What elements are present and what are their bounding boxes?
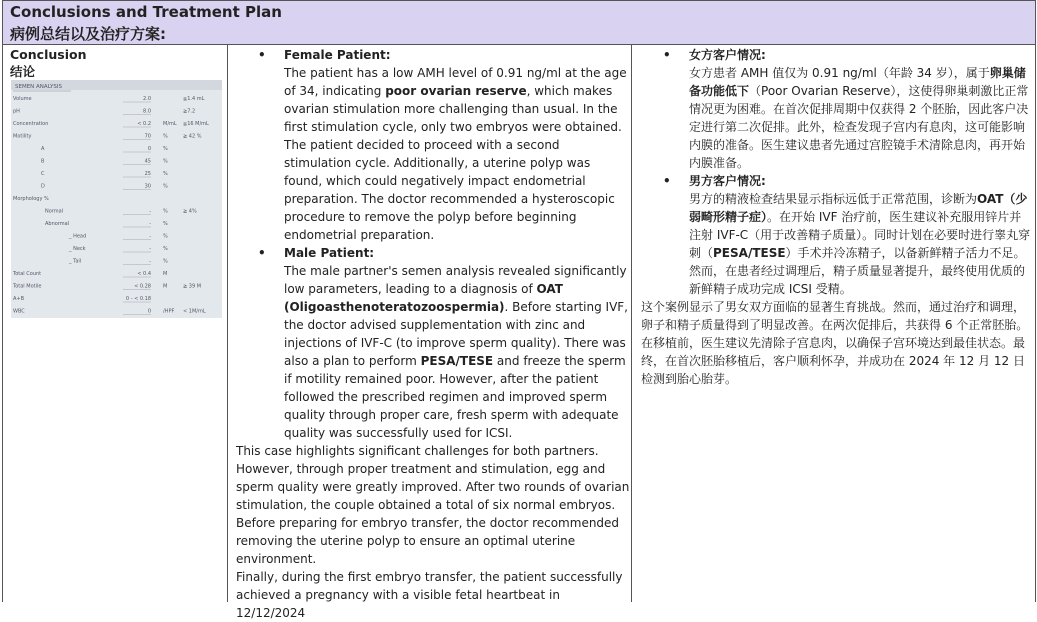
- sheet-row-name: pH: [13, 108, 20, 115]
- sheet-row-unit: M: [163, 283, 168, 290]
- sheet-row-name: Abnormal: [45, 221, 70, 227]
- sheet-row-value: -: [149, 221, 151, 227]
- sheet-row-value: < 0.28: [134, 283, 151, 290]
- sheet-row-name: _ Neck: [69, 246, 86, 252]
- sheet-row-name: Normal: [45, 208, 64, 215]
- sheet-row-name: Volume: [13, 96, 32, 102]
- sheet-row-ref: ≧16 M/mL: [183, 121, 209, 127]
- semen-analysis-photo: [11, 80, 222, 318]
- conclusion-label-en: Conclusion: [10, 47, 87, 62]
- sheet-row-name: Total Count: [13, 271, 42, 277]
- sheet-row-unit: %: [163, 158, 168, 165]
- sheet-row-unit: M: [163, 271, 168, 277]
- male-patient-item: [236, 244, 630, 442]
- sheet-row-unit: %: [163, 246, 168, 252]
- sheet-row-name: A+B: [13, 296, 25, 302]
- male-patient-heading: Male Patient:: [284, 246, 375, 260]
- sheet-row-unit: %: [163, 208, 168, 215]
- sheet-row-value: 0: [147, 308, 151, 315]
- sheet-row-name: C: [41, 171, 45, 177]
- sheet-row-name: _ Tail: [69, 258, 82, 265]
- sheet-row-ref: ≧ 42 %: [183, 133, 202, 140]
- chinese-column: [641, 46, 1033, 388]
- sheet-row-unit: %: [163, 171, 168, 177]
- female-patient-heading-zh: 女方客户情况:: [689, 48, 766, 62]
- sheet-row-value: -: [149, 246, 151, 252]
- sheet-row-name: _ Head: [69, 233, 87, 240]
- sheet-row-value: 25: [144, 171, 151, 177]
- sheet-row-unit: %: [163, 133, 168, 140]
- sheet-row-value: 8.0: [143, 108, 151, 115]
- sheet-row-value: < 0.4: [137, 271, 151, 277]
- sheet-row-ref: ≧ 39 M: [183, 283, 202, 290]
- sheet-row-name: WBC: [13, 308, 25, 315]
- sheet-row-ref: < 1M/mL: [183, 308, 206, 315]
- sheet-row-unit: %: [163, 146, 168, 152]
- conclusion-table: [2, 0, 1036, 620]
- sheet-row-unit: %: [163, 233, 168, 240]
- sheet-row-value: -: [149, 233, 151, 240]
- conclusion-label-zh: 结论: [10, 64, 36, 79]
- table-header: [3, 0, 1035, 45]
- female-patient-text: The patient has a low AMH level of 0.91 ng/ml at the age of 34, indicating poor ovarian reserve, which makes ovarian stimulation more challenging than usual. In the first stimulation cycle, only two embryos were obtained. The patient decided to proceed with a second stimulation cycle. Additionally, a uterine polyp was found, which could negatively impact endometrial preparation. The doctor recommended a hysteroscopic procedure to remove the polyp before beginning endometrial preparation.: [284, 66, 627, 242]
- sheet-row-value: < 0.2: [137, 121, 151, 127]
- female-patient-text-zh: 女方患者 AMH 值仅为 0.91 ng/ml（年龄 34 岁），属于卵巢储备功能低下（Poor Ovarian Reserve），这使得卵巢刺激比正常情况更为困难。在首次促排周期中仅获得 2 个胚胎，因此客户决定进行第二次促排。此外，检查发现子宫内有息肉，这可能影响内膜的准备。医生建议患者先通过宫腔镜手术清除息肉，再开始内膜准备。: [689, 66, 1029, 170]
- header-title-zh: 病例总结以及治疗方案:: [10, 25, 166, 43]
- female-patient-heading: Female Patient:: [284, 48, 391, 62]
- male-patient-item-zh: [641, 172, 1033, 298]
- male-patient-text: The male partner's semen analysis revealed significantly low parameters, leading to a diagnosis of OAT (Oligoasthenoteratozoospermia). Before starting IVF, the doctor advised supplementation with zinc and injections of IVF-C (to improve sperm quality). There was also a plan to perform PESA/TESE and freeze the sperm if motility remained poor. However, after the patient followed the prescribed regimen and improved sperm quality through proper care, fresh sperm with adequate quality was successfully used for ICSI.: [284, 264, 628, 440]
- sheet-row-ref: ≧ 4%: [183, 208, 197, 215]
- sheet-row-name: Motility: [13, 133, 32, 140]
- female-patient-item-zh: [641, 46, 1033, 172]
- summary-paragraph-zh: 这个案例显示了男女双方面临的显著生育挑战。然而，通过治疗和调理，卵子和精子质量得到了明显改善。在两次促排后，共获得 6 个正常胚胎。在移植前，医生建议先清除子宫息肉，以确保子宫环境达到最佳状态。最终，在首次胚胎移植后，客户顺利怀孕，并成功在 2024 年 12 月 12 日检测到胎心胎芽。: [641, 300, 1029, 386]
- bullet: •: [663, 48, 671, 62]
- bullet: •: [258, 246, 266, 260]
- sheet-row-name: Concentration: [13, 121, 49, 127]
- sheet-row-name: A: [41, 146, 45, 152]
- sheet-row-ref: ≧7.2: [183, 108, 196, 115]
- sheet-row-unit: M/mL: [163, 121, 177, 127]
- sheet-row-unit: %: [163, 221, 168, 227]
- sheet-row-name: Total Motile: [13, 283, 42, 290]
- semen-analysis-sheet: [11, 80, 222, 318]
- english-column: [236, 46, 630, 622]
- sheet-row-value: -: [149, 208, 151, 215]
- bullet: •: [663, 174, 671, 188]
- sheet-row-name: D: [41, 183, 45, 190]
- summary-paragraph: This case highlights significant challenges for both partners. However, through proper treatment and stimulation, egg and sperm quality were greatly improved. After two rounds of ovarian stimulation, the couple obtained a total of six normal embryos. Before preparing for embryo transfer, the doctor recommended removing the uterine polyp to ensure an optimal uterine environment.: [236, 444, 630, 566]
- sheet-row-ref: ≧1.4 mL: [183, 96, 205, 102]
- sheet-row-value: 45: [144, 158, 151, 165]
- male-patient-heading-zh: 男方客户情况:: [689, 174, 766, 188]
- sheet-row-name: B: [41, 158, 45, 165]
- sheet-title: SEMEN ANALYSIS: [15, 84, 62, 90]
- female-patient-item: [236, 46, 630, 244]
- header-title-en: Conclusions and Treatment Plan: [10, 3, 282, 21]
- final-paragraph: Finally, during the first embryo transfer, the patient successfully achieved a pregnancy with a visible fetal heartbeat in 12/12/2024: [236, 570, 623, 620]
- sheet-row-unit: %: [163, 183, 168, 190]
- column-divider: [227, 45, 228, 602]
- sheet-row-value: 2.0: [143, 96, 151, 102]
- sheet-row-value: 0 - < 0.18: [125, 296, 151, 302]
- sheet-row-value: -: [149, 258, 151, 265]
- sheet-row-name: Morphology %: [13, 196, 49, 202]
- sheet-row-value: 0: [147, 146, 151, 152]
- bullet: •: [258, 48, 266, 62]
- sheet-row-unit: %: [163, 258, 168, 265]
- sheet-row-value: 30: [144, 183, 151, 190]
- male-patient-text-zh: 男方的精液检查结果显示指标远低于正常范围，诊断为OAT（少弱畸形精子症）。在开始 IVF 治疗前，医生建议补充服用锌片并注射 IVF-C（用于改善精子质量）。同时计划在必要时进行睾丸穿刺（PESA/TESE）手术并冷冻精子，以备新鲜精子活力不足。然而，在患者经过调理后，精子质量显著提升，最终使用优质的新鲜精子成功完成 ICSI 受精。: [689, 192, 1031, 296]
- column-divider: [631, 45, 632, 602]
- sheet-row-value: 70: [144, 133, 151, 140]
- conclusion-label: [10, 46, 86, 80]
- sheet-row-unit: /HPF: [163, 308, 175, 315]
